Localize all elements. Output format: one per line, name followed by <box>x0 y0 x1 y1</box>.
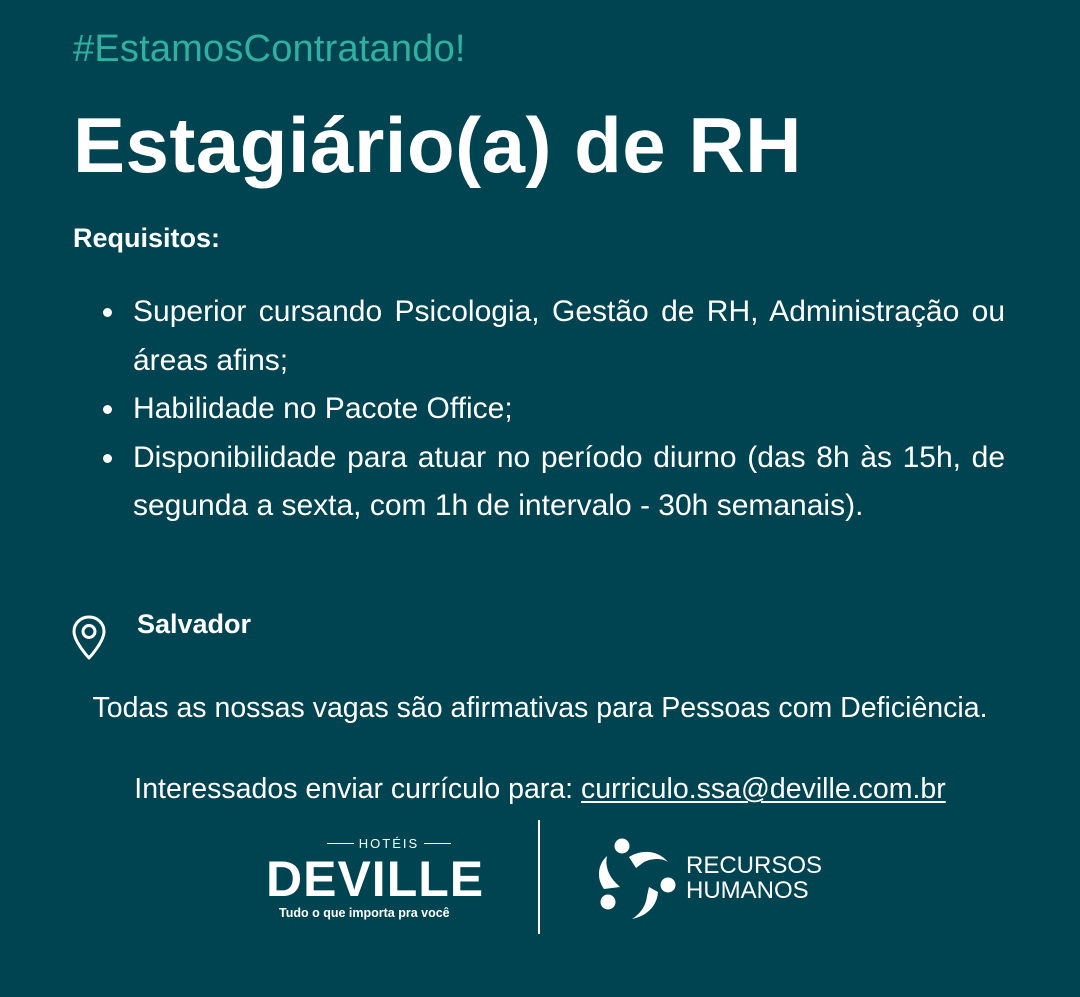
map-pin-icon <box>70 614 108 662</box>
job-title: Estagiário(a) de RH <box>73 101 802 189</box>
deville-logo: DEVILLE <box>266 851 485 907</box>
requirement-item: Superior cursando Psicologia, Gestão de RH, Administração ou áreas afins; <box>133 288 1005 385</box>
rh-logo-text <box>686 853 822 903</box>
people-circle-icon <box>592 832 682 922</box>
logo-divider <box>538 820 540 934</box>
contact-line <box>30 773 1050 806</box>
hotel-label-line-right <box>424 843 451 845</box>
requirement-item: Habilidade no Pacote Office; <box>133 385 1005 434</box>
hotel-slogan: Tudo o que importa pra você <box>279 906 450 920</box>
affirmative-notice: Todas as nossas vagas são afirmativas para Pessoas com Deficiência. <box>92 692 988 724</box>
requirement-item: Disponibilidade para atuar no período diurno (das 8h às 15h, de segunda a sexta, com 1h de intervalo - 30h semanais). <box>133 434 1005 531</box>
rh-line2: HUMANOS <box>686 877 809 904</box>
requirements-list <box>133 288 1005 531</box>
hotel-label-row <box>327 836 451 851</box>
requirements-heading: Requisitos: <box>73 223 221 253</box>
hotel-label-line-left <box>327 843 354 845</box>
hashtag: #EstamosContratando! <box>73 28 466 70</box>
email-link[interactable]: curriculo.ssa@deville.com.br <box>581 773 946 805</box>
hotel-label: HOTÉIS <box>358 836 420 851</box>
rh-line1: RECURSOS <box>686 852 823 879</box>
contact-prefix: Interessados enviar currículo para: <box>134 773 581 805</box>
location-city: Salvador <box>137 609 252 639</box>
